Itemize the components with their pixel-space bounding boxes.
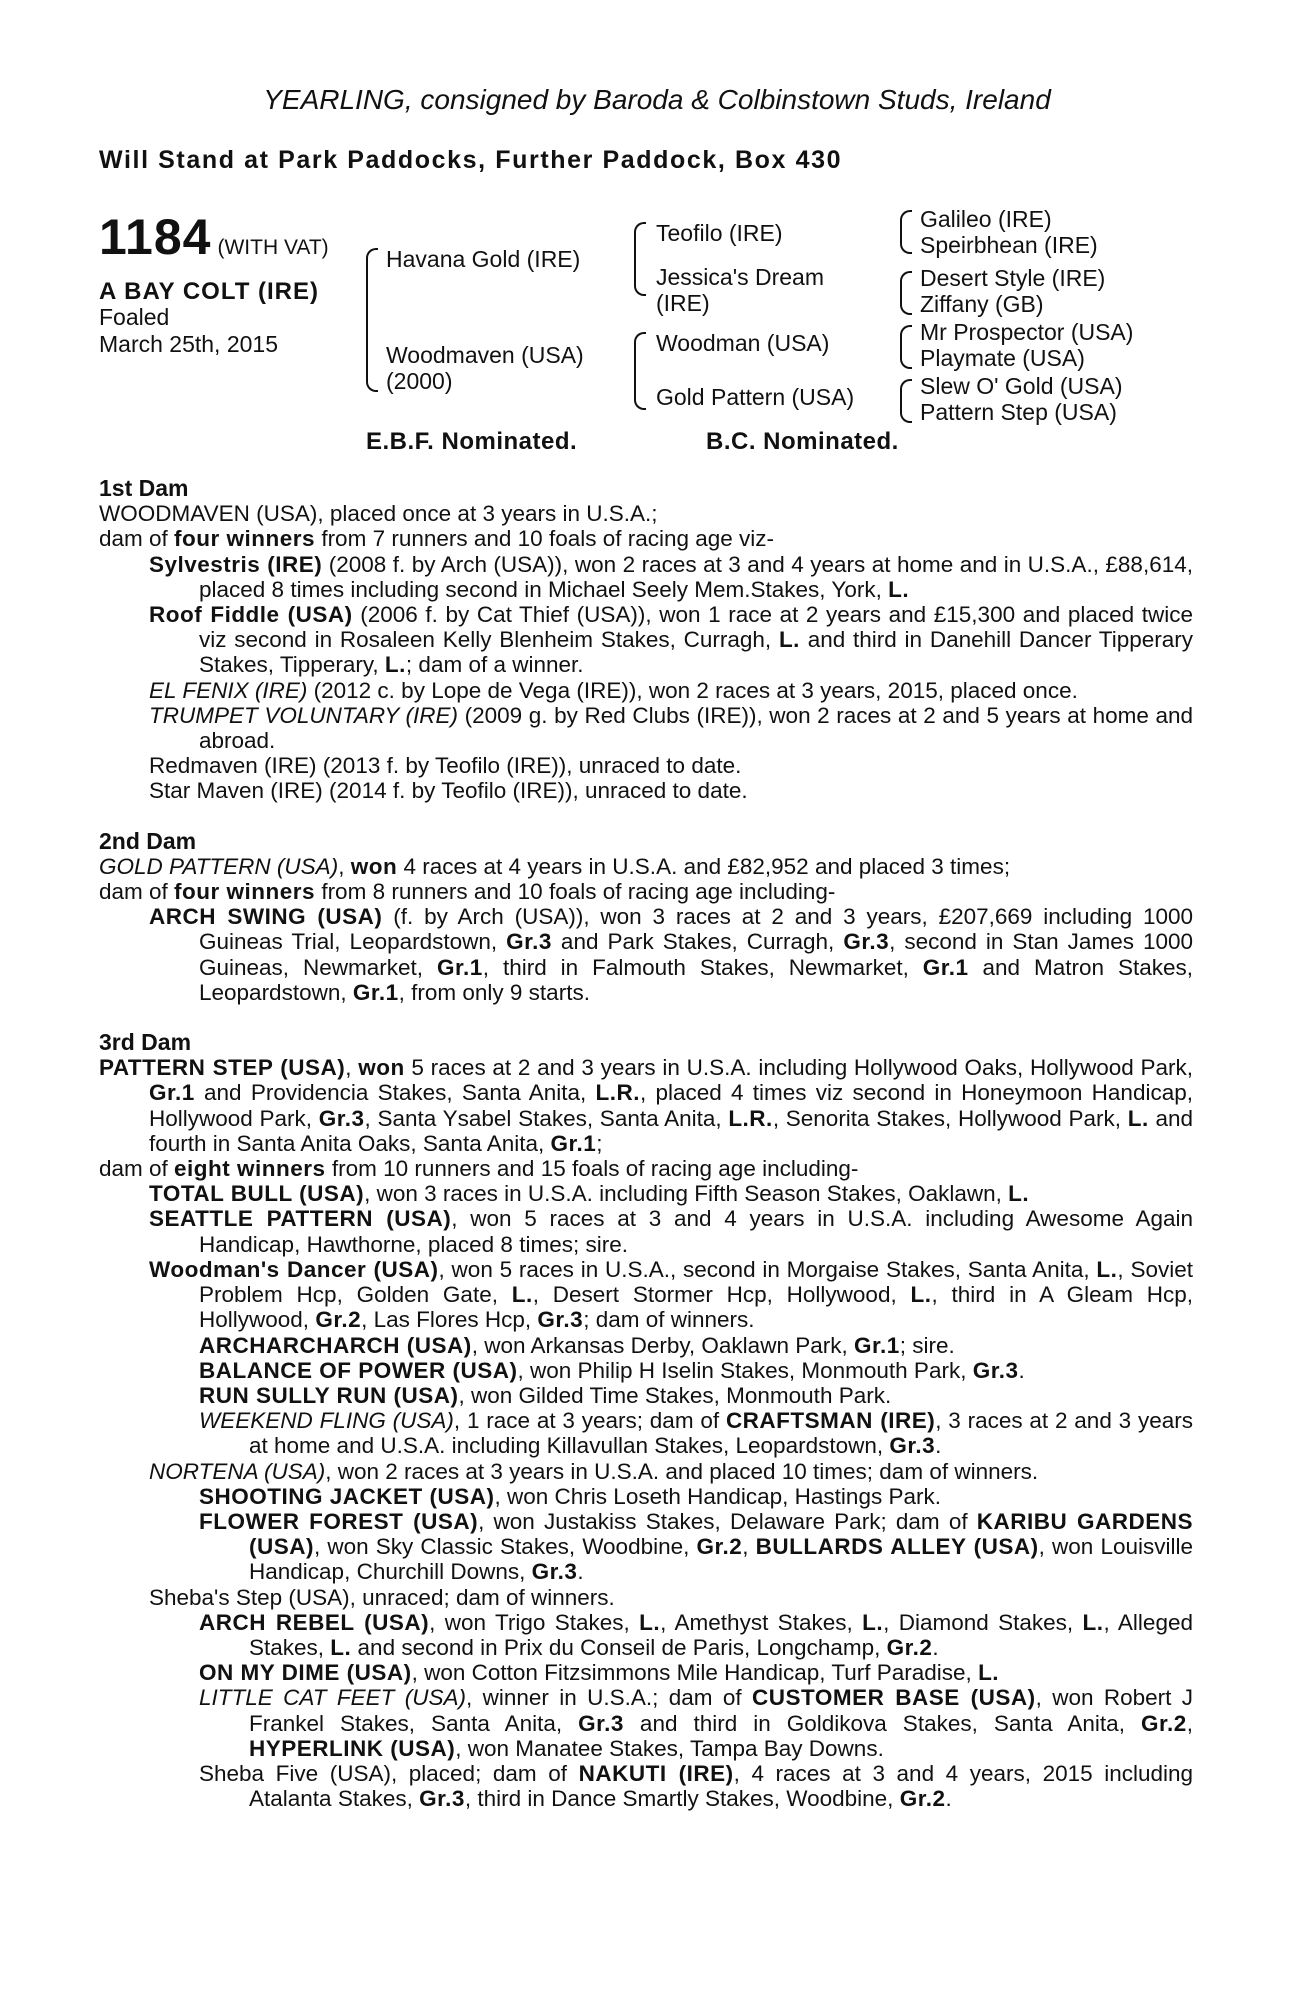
grandchild-entry: FLOWER FOREST (USA), won Justakiss Stakes, Delaware Park; dam of KARIBU GARDENS (USA), won Sky Classic Stakes, Woodbine, Gr.2, BULLARDS ALLEY (USA), won Louisville Handicap, Churchill Downs, Gr.3. bbox=[199, 1508, 1193, 1585]
grandchild-entry: ARCHARCHARCH (USA), won Arkansas Derby, Oaklawn Park, Gr.1; sire. bbox=[199, 1332, 955, 1358]
second-dam-line: GOLD PATTERN (USA), won 4 races at 4 years in U.S.A. and £82,952 and placed 3 times; bbox=[99, 853, 1011, 879]
pedigree-sire-dam: Jessica's Dream bbox=[656, 264, 824, 290]
produce-entry: NORTENA (USA), won 2 races at 3 years in U.S.A. and placed 10 times; dam of winners. bbox=[149, 1458, 1039, 1484]
grandchild-entry: Sheba Five (USA), placed; dam of NAKUTI (IRE), 4 races at 3 and 4 years, 2015 including Atalanta Stakes, Gr.3, third in Dance Smartly Stakes, Woodbine, Gr.2. bbox=[199, 1760, 1194, 1812]
bc-nominated: B.C. Nominated. bbox=[706, 428, 899, 455]
produce-entry: Redmaven (IRE) (2013 f. by Teofilo (IRE)), unraced to date. bbox=[149, 753, 742, 779]
brace-gen3-a bbox=[900, 210, 912, 254]
pedigree-dam-sire: Woodman (USA) bbox=[656, 330, 830, 356]
pedigree-ssd: Speirbhean (IRE) bbox=[920, 232, 1098, 258]
first-dam-produce-summary: dam of four winners from 7 runners and 10 foals of racing age viz- bbox=[99, 526, 775, 552]
first-dam-line: WOODMAVEN (USA), placed once at 3 years in U.S.A.; bbox=[99, 501, 658, 527]
pedigree-dam-dam: Gold Pattern (USA) bbox=[656, 384, 855, 410]
produce-entry: SEATTLE PATTERN (USA), won 5 races at 3 and 4 years in U.S.A. including Awesome Again Handicap, Hawthorne, placed 8 times; sire. bbox=[149, 1206, 1194, 1257]
produce-entry: Roof Fiddle (USA) (2006 f. by Cat Thief (USA)), won 1 race at 2 years and £15,300 and placed twice viz second in Rosaleen Kelly Blenheim Stakes, Curragh, L. and third in Danehill Dancer Tipperary Stakes, Tipperary, L.; dam of a winner. bbox=[149, 602, 1193, 678]
grandchild-entry: LITTLE CAT FEET (USA), winner in U.S.A.; dam of CUSTOMER BASE (USA), won Robert J Frankel Stakes, Santa Anita, Gr.3 and third in Goldikova Stakes, Santa Anita, Gr.2, HYPERLINK (USA), won Manatee Stakes, Tampa Bay Downs. bbox=[199, 1685, 1193, 1761]
pedigree-dam-year: (2000) bbox=[386, 368, 453, 394]
brace-sire-parents bbox=[634, 222, 646, 296]
second-dam-heading: 2nd Dam bbox=[99, 827, 197, 854]
second-dam-produce-summary: dam of four winners from 8 runners and 10 foals of racing age including- bbox=[99, 879, 836, 905]
produce-entry: TOTAL BULL (USA), won 3 races in U.S.A. including Fifth Season Stakes, Oaklawn, L. bbox=[149, 1181, 1030, 1207]
pedigree-sss: Galileo (IRE) bbox=[920, 206, 1052, 232]
third-dam-heading: 3rd Dam bbox=[99, 1029, 192, 1056]
ebf-nominated: E.B.F. Nominated. bbox=[366, 428, 578, 455]
pedigree-dds: Slew O' Gold (USA) bbox=[920, 373, 1123, 399]
lot-title: A BAY COLT (IRE) bbox=[99, 278, 320, 305]
stand-location: Will Stand at Park Paddocks, Further Paddock, Box 430 bbox=[99, 146, 843, 174]
produce-entry: ARCH SWING (USA) (f. by Arch (USA)), won 3 races at 2 and 3 years, £207,669 including 1000 Guineas Trial, Leopardstown, Gr.3 and Park Stakes, Curragh, Gr.3, second in Stan James 1000 Guineas, Newmarket, Gr.1, third in Falmouth Stakes, Newmarket, Gr.1 and Matron Stakes, Leopardstown, Gr.1, from only 9 starts. bbox=[149, 904, 1194, 1005]
grandchild-entry: SHOOTING JACKET (USA), won Chris Loseth Handicap, Hastings Park. bbox=[199, 1483, 941, 1509]
first-dam-section bbox=[99, 476, 1193, 804]
pedigree-sire-dam-2: (IRE) bbox=[656, 290, 710, 316]
third-dam-produce-summary: dam of eight winners from 10 runners and 15 foals of racing age including- bbox=[99, 1156, 859, 1182]
pedigree-dam: Woodmaven (USA) bbox=[386, 342, 584, 368]
first-dam-heading: 1st Dam bbox=[99, 475, 189, 501]
pedigree-dss: Mr Prospector (USA) bbox=[920, 319, 1134, 345]
pedigree-sire: Havana Gold (IRE) bbox=[386, 246, 581, 272]
brace-gen3-b bbox=[900, 271, 912, 315]
grandchild-entry: RUN SULLY RUN (USA), won Gilded Time Stakes, Monmouth Park. bbox=[199, 1382, 892, 1408]
brace-dam-parents bbox=[634, 332, 646, 410]
produce-entry: TRUMPET VOLUNTARY (IRE) (2009 g. by Red Clubs (IRE)), won 2 races at 2 and 5 years at home and abroad. bbox=[149, 702, 1193, 754]
pedigree-ddd: Pattern Step (USA) bbox=[920, 399, 1117, 425]
grandchild-entry: WEEKEND FLING (USA), 1 race at 3 years; dam of CRAFTSMAN (IRE), 3 races at 2 and 3 years at home and U.S.A. including Killavullan Stakes, Leopardstown, Gr.3. bbox=[199, 1408, 1193, 1459]
lot-number: 1184 bbox=[99, 209, 212, 265]
third-dam-line: PATTERN STEP (USA), won 5 races at 2 and 3 years in U.S.A. including Hollywood Oaks, Hollywood Park, Gr.1 and Providencia Stakes, Santa Anita, L.R., placed 4 times viz second in Honeymoon Handicap, Hollywood Park, Gr.3, Santa Ysabel Stakes, Santa Anita, L.R., Senorita Stakes, Hollywood Park, L. and fourth in Santa Anita Oaks, Santa Anita, Gr.1; bbox=[99, 1055, 1193, 1156]
brace-gen3-c bbox=[900, 325, 912, 369]
grandchild-entry: ARCH REBEL (USA), won Trigo Stakes, L., Amethyst Stakes, L., Diamond Stakes, L., Alleged Stakes, L. and second in Prix du Conseil de Paris, Longchamp, Gr.2. bbox=[199, 1609, 1193, 1660]
vat-note: (WITH VAT) bbox=[217, 236, 329, 259]
second-dam-section bbox=[99, 829, 1193, 1005]
produce-entry: Star Maven (IRE) (2014 f. by Teofilo (IRE)), unraced to date. bbox=[149, 778, 748, 804]
catalogue-body bbox=[99, 476, 1193, 1811]
produce-entry: Woodman's Dancer (USA), won 5 races in U.S.A., second in Morgaise Stakes, Santa Anita, L., Soviet Problem Hcp, Golden Gate, L., Desert Stormer Hcp, Hollywood, L., third in A Gleam Hcp, Hollywood, Gr.2, Las Flores Hcp, Gr.3; dam of winners. bbox=[149, 1256, 1193, 1333]
pedigree-sds: Desert Style (IRE) bbox=[920, 265, 1106, 291]
grandchild-entry: ON MY DIME (USA), won Cotton Fitzsimmons Mile Handicap, Turf Paradise, L. bbox=[199, 1660, 1000, 1686]
produce-entry: Sheba's Step (USA), unraced; dam of winners. bbox=[149, 1584, 615, 1610]
produce-entry: EL FENIX (IRE) (2012 c. by Lope de Vega (IRE)), won 2 races at 3 years, 2015, placed once. bbox=[149, 677, 1078, 703]
brace-gen3-d bbox=[900, 379, 912, 423]
pedigree-sire-sire: Teofilo (IRE) bbox=[656, 220, 783, 246]
lot-number-block bbox=[99, 208, 329, 266]
pedigree-sdd: Ziffany (GB) bbox=[920, 291, 1044, 317]
brace-sire-dam bbox=[366, 248, 378, 392]
consignor-line: YEARLING, consigned by Baroda & Colbinstown Studs, Ireland bbox=[263, 84, 1051, 115]
third-dam-section bbox=[99, 1030, 1193, 1811]
grandchild-entry: BALANCE OF POWER (USA), won Philip H Iselin Stakes, Monmouth Park, Gr.3. bbox=[199, 1357, 1025, 1383]
pedigree-dsd: Playmate (USA) bbox=[920, 345, 1085, 371]
produce-entry: Sylvestris (IRE) (2008 f. by Arch (USA)), won 2 races at 3 and 4 years at home and in U.S.A., £88,614, placed 8 times including second in Michael Seely Mem.Stakes, York, L. bbox=[149, 551, 1193, 602]
foaled-date: March 25th, 2015 bbox=[99, 331, 279, 357]
foaled-label: Foaled bbox=[99, 304, 170, 330]
